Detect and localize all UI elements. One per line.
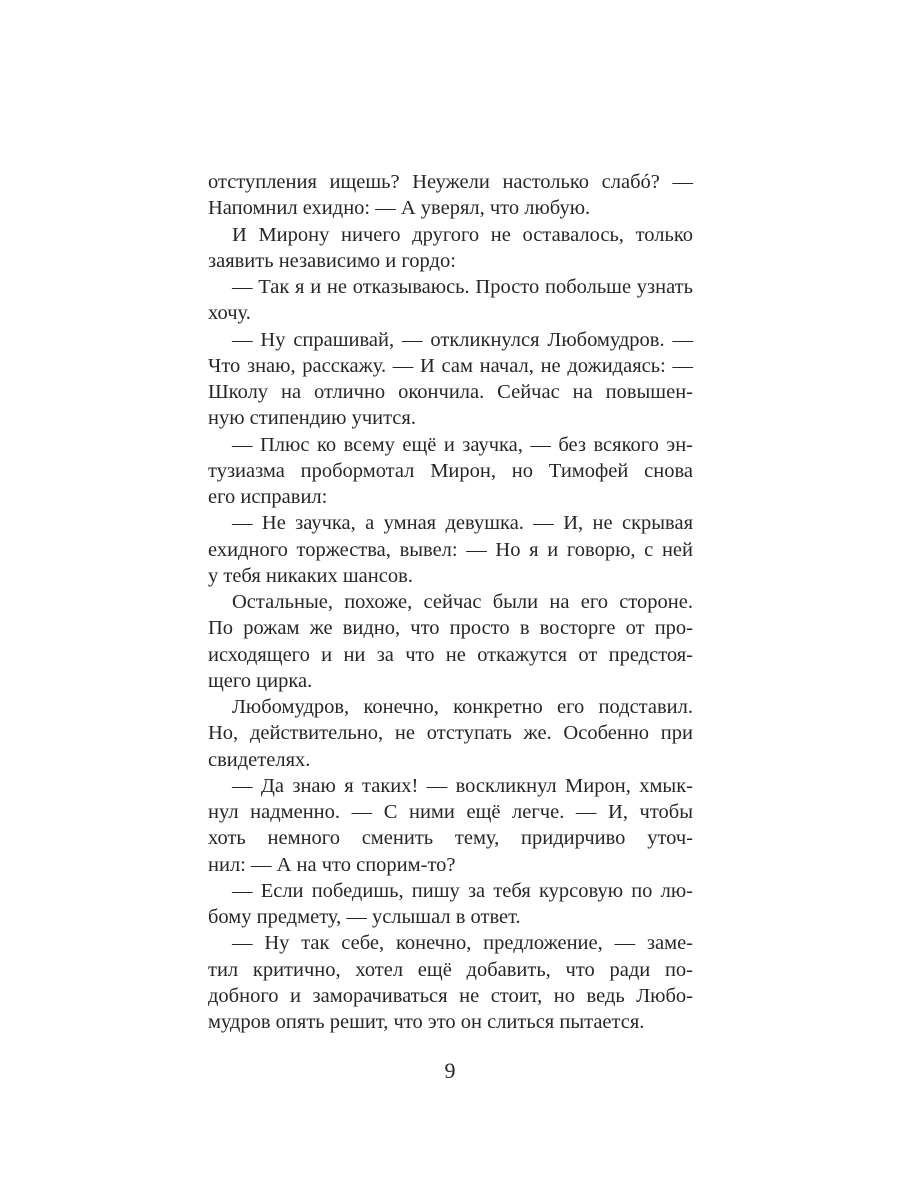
text-line: бому предмету, — услышал в ответ. xyxy=(208,906,521,928)
paragraph xyxy=(208,169,693,222)
text-line: И Мирону ничего другого не оставалось, только xyxy=(232,223,693,246)
text-line: Напомнил ехидно: — А уверял, что любую. xyxy=(208,197,591,220)
text-line: щего цирка. xyxy=(208,669,313,692)
text-line: По рожам же видно, что просто в восторге от про- xyxy=(208,617,693,640)
text-line: хоть немного сменить тему, придирчиво уточ- xyxy=(208,827,693,850)
paragraph xyxy=(208,589,693,694)
text-line: хочу. xyxy=(208,302,251,325)
text-line: ную стипендию учится. xyxy=(208,407,416,430)
text-line: Что знаю, расскажу. — И сам начал, не дожидаясь: — xyxy=(208,354,693,377)
page-body-text xyxy=(208,169,693,1035)
text-line: Школу на отлично окончила. Сейчас на повышен- xyxy=(208,381,693,403)
paragraph xyxy=(208,432,693,511)
paragraph xyxy=(208,510,693,589)
paragraph xyxy=(208,222,693,275)
text-line: нил: — А на что спорим-то? xyxy=(208,853,456,876)
text-line: тузиазма пробормотал Мирон, но Тимофей снова xyxy=(208,459,693,482)
text-line: Остальные, похоже, сейчас были на его стороне. xyxy=(232,591,693,613)
text-line: свидетелях. xyxy=(208,748,311,771)
paragraph xyxy=(208,274,693,327)
text-line: Но, действительно, не отступать же. Особенно при xyxy=(208,722,693,745)
text-line: — Так я и не отказываюсь. Просто побольше узнать xyxy=(232,276,693,298)
text-line: — Да знаю я таких! — воскликнул Мирон, хмык- xyxy=(232,774,693,797)
text-line: исходящего и ни за что не откажутся от предстоя- xyxy=(208,643,693,666)
paragraph xyxy=(208,878,693,931)
text-line: тил критично, хотел ещё добавить, что ради по- xyxy=(208,958,693,981)
page-number: 9 xyxy=(444,1058,456,1083)
paragraph xyxy=(208,773,693,878)
text-line: — Если победишь, пишу за тебя курсовую по лю- xyxy=(232,879,693,902)
text-line: — Ну спрашивай, — откликнулся Любомудров. — xyxy=(232,328,693,351)
text-line: нул надменно. — С ними ещё легче. — И, чтобы xyxy=(208,801,693,823)
text-line: мудров опять решит, что это он слиться пытается. xyxy=(208,1011,645,1033)
text-line: — Ну так себе, конечно, предложение, — заме- xyxy=(232,932,693,955)
text-line: ехидного торжества, вывел: — Но я и говорю, с ней xyxy=(208,538,693,561)
text-line: Любомудров, конечно, конкретно его подставил. xyxy=(232,696,693,718)
text-line: — Не заучка, а умная девушка. — И, не скрывая xyxy=(232,512,693,535)
text-line: отступления ищешь? Неужели настолько слабó? — xyxy=(208,171,693,193)
paragraph xyxy=(208,327,693,432)
text-line: у тебя никаких шансов. xyxy=(208,564,413,587)
text-line: его исправил: xyxy=(208,486,328,508)
text-line: — Плюс ко всему ещё и заучка, — без всякого эн- xyxy=(232,433,693,456)
text-line: заявить независимо и гордо: xyxy=(208,249,456,272)
paragraph xyxy=(208,694,693,773)
text-line: добного и заморачиваться не стоит, но ведь Любо- xyxy=(208,984,693,1007)
paragraph xyxy=(208,930,693,1035)
